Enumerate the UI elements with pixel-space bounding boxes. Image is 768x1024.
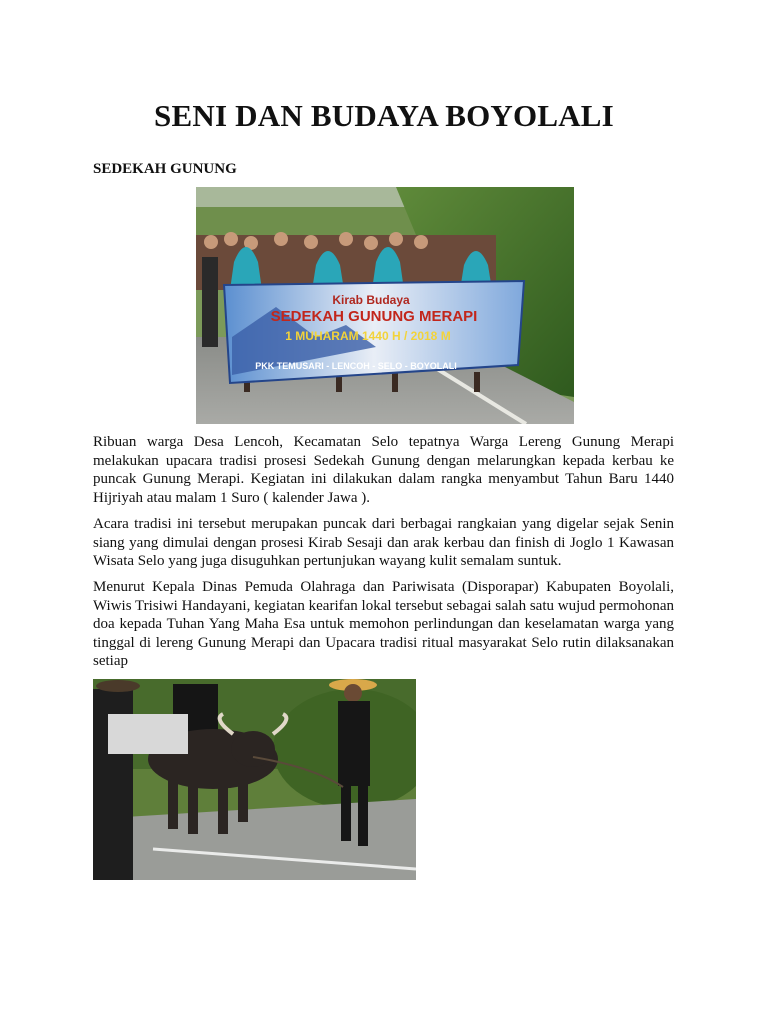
procession-banner-photo (196, 187, 574, 424)
banner-line-2: SEDEKAH GUNUNG MERAPI (270, 308, 478, 325)
buffalo-procession-photo (93, 679, 416, 880)
banner-line-3: 1 MUHARAM 1440 H / 2018 M (285, 329, 451, 343)
paragraph: Ribuan warga Desa Lencoh, Kecamatan Selo tepatnya Warga Lereng Gunung Merapi melakukan upacara tradisi prosesi Sedekah Gunung dengan melarungkan kepada kerbau ke puncak Gunung Merapi. Kegiatan ini dilakukan dalam rangka menyambut Tahun Baru 1440 Hijriyah atau malam 1 Suro ( kalender Jawa ). (93, 434, 674, 506)
banner-line-4: PKK TEMUSARI - LENCOH - SELO - BOYOLALI (255, 361, 457, 371)
banner-line-1: Kirab Budaya (332, 293, 410, 307)
section-heading: SEDEKAH GUNUNG (93, 161, 237, 177)
page-title: SENI DAN BUDAYA BOYOLALI (154, 98, 614, 133)
paragraph: Menurut Kepala Dinas Pemuda Olahraga dan Pariwisata (Disporapar) Kabupaten Boyolali, Wiwis Trisiwi Handayani, kegiatan kearifan lokal tersebut sebagai salah satu wujud permohonan doa kepada Tuhan Yang Maha Esa untuk memohon perlindungan dan keselamatan warga yang tinggal di lereng Gunung Merapi dan Upacara tradisi ritual masyarakat Selo rutin dilaksanakan setiap (93, 579, 674, 670)
paragraph: Acara tradisi ini tersebut merupakan puncak dari berbagai rangkaian yang digelar sejak Senin siang yang dimulai dengan prosesi Kirab Sesaji dan arak kerbau dan finish di Joglo 1 Kawasan Wisata Selo yang juga disuguhkan pertunjukan wayang kulit semalam suntuk. (93, 516, 674, 570)
